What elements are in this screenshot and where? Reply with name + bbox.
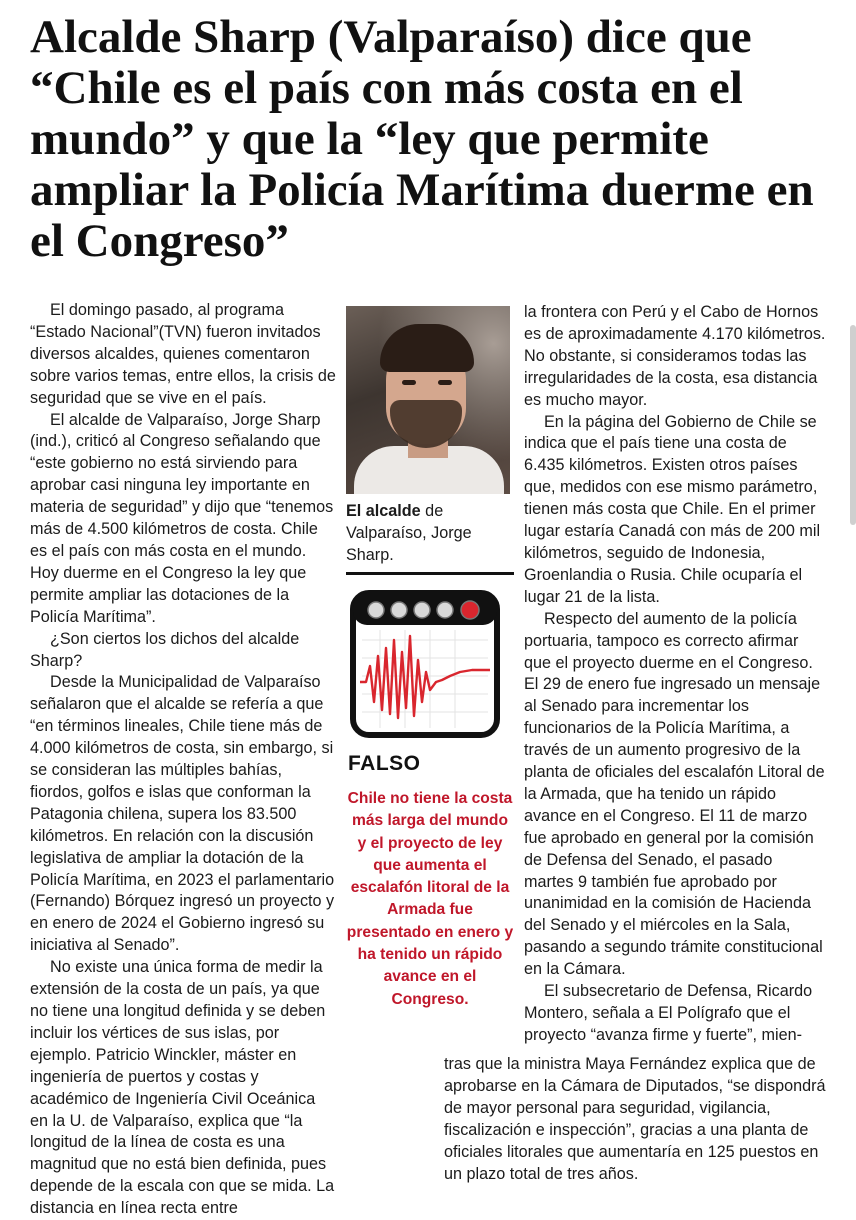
- paragraph: ¿Son ciertos los dichos del alcalde Sharp?: [30, 629, 300, 670]
- caption-text: de Valparaíso, Jorge Sharp.: [346, 502, 472, 564]
- headline: Alcalde Sharp (Valparaíso) dice que “Chile es el país con más costa en el mundo” y que la “ley que permite ampliar la Policía Marítima duerme en el Congreso”: [30, 11, 814, 267]
- divider: [346, 572, 514, 575]
- verdict-label: FALSO: [348, 752, 421, 775]
- column-left: [30, 300, 336, 1220]
- portrait-photo: [346, 306, 510, 494]
- caption-bold: El alcalde: [346, 502, 421, 520]
- paragraph: tras que la ministra Maya Fernández explica que de aprobarse en la Cámara de Diputados, “se dispondrá de mayor personal para seguridad, vigilancia, fiscalización e inspección”, gracias a una planta de oficiales litorales que aumentaría en 125 puestos en un plazo total de tres años.: [444, 1055, 826, 1183]
- paragraph: No existe una única forma de medir la extensión de la costa de un país, ya que no tiene una longitud definida y se deben incluir los vértices de sus islas, por ejemplo. Patricio Winckler, máster en ingeniería de puertos y costas y académico de Ingeniería Civil Oceánica en la U. de Valparaíso, explica que “la longitud de la línea de costa es una magnitud que no está bien definida, pues depende de la escala con que se mida. La distancia en línea recta entre: [30, 958, 335, 1218]
- verdict-text: Chile no tiene la costa más larga del mundo y el proyecto de ley que aumenta el escalafón litoral de la Armada fue presentado en enero y ha tenido un rápido avance en el Congreso.: [346, 790, 514, 1008]
- paragraph: En la página del Gobierno de Chile se indica que el país tiene una costa de 6.435 kilómetros. Existen otros países que, medidos con ese mismo parámetro, tienen más costa que Chile. En el primer lugar estaría Canadá con más de 200 mil kilómetros, seguido de Indonesia, Groenlandia o Rusia. Chile ocuparía el lugar 21 de la lista.: [524, 412, 821, 606]
- paragraph: la frontera con Perú y el Cabo de Hornos es de aproximadamente 4.170 kilómetros. No obstante, si consideramos todas las irregularidades de la costa, esa distancia es mucho mayor.: [524, 303, 826, 409]
- paragraph: Respecto del aumento de la policía portuaria, tampoco es correcto afirmar que el proyecto duerme en el Congreso. El 29 de enero fue ingresado un mensaje al Senado para incrementar los funcionarios de la Policía Marítima, a través de un aumento progresivo de la planta de oficiales del escalafón Litoral de la Armada, que ha tenido un rápido avance en el Congreso. El 11 de marzo fue aprobado en general por la comisión de Defensa del Senado, el pasado martes 9 también fue aprobado por unanimidad en la comisión de Hacienda del Senado y el miércoles en la Sala, pasando a segundo trámite constitucional en la Cámara.: [524, 609, 825, 979]
- paragraph: El alcalde de Valparaíso, Jorge Sharp (ind.), criticó al Congreso señalando que “este gobierno no está sirviendo para aprobar casi ninguna ley importante en materia de seguridad” y dijo que “tenemos más de 4.500 kilómetros de costa. Chile es el país con más costa en el mundo. Hoy duerme en el Congreso la ley que permite ampliar las dotaciones de la Policía Marítima”.: [30, 410, 334, 626]
- lie-detector-icon: [350, 590, 500, 738]
- photo-caption: [346, 500, 514, 566]
- paragraph: El subsecretario de Defensa, Ricardo Montero, señala a El Polígrafo que el proyecto “avanza firme y fuerte”, mien-: [524, 982, 813, 1044]
- paragraph: Desde la Municipalidad de Valparaíso señalaron que el alcalde se refería a que “en términos lineales, Chile tiene más de 4.000 kilómetros de costa, sin embargo, si se consideran las múltiples bahías, fiordos, golfos e islas que conforman la Patagonia chilena, supera los 83.500 kilómetros. En relación con la discusión legislativa de ampliar la dotación de la Policía Marítima, en 2023 el parlamentario (Fernando) Bórquez ingresó un proyecto y en enero de 2024 el Gobierno ingresó su iniciativa al Senado”.: [30, 673, 335, 955]
- paragraph: El domingo pasado, al programa “Estado Nacional”(TVN) fueron invitados diversos alcaldes, quienes comentaron sobre varios temas, entre ellos, la crisis de seguridad que se vive en el país.: [30, 301, 336, 407]
- column-right: [524, 302, 826, 1047]
- column-bottom: [444, 1054, 828, 1185]
- scrollbar[interactable]: [850, 325, 856, 525]
